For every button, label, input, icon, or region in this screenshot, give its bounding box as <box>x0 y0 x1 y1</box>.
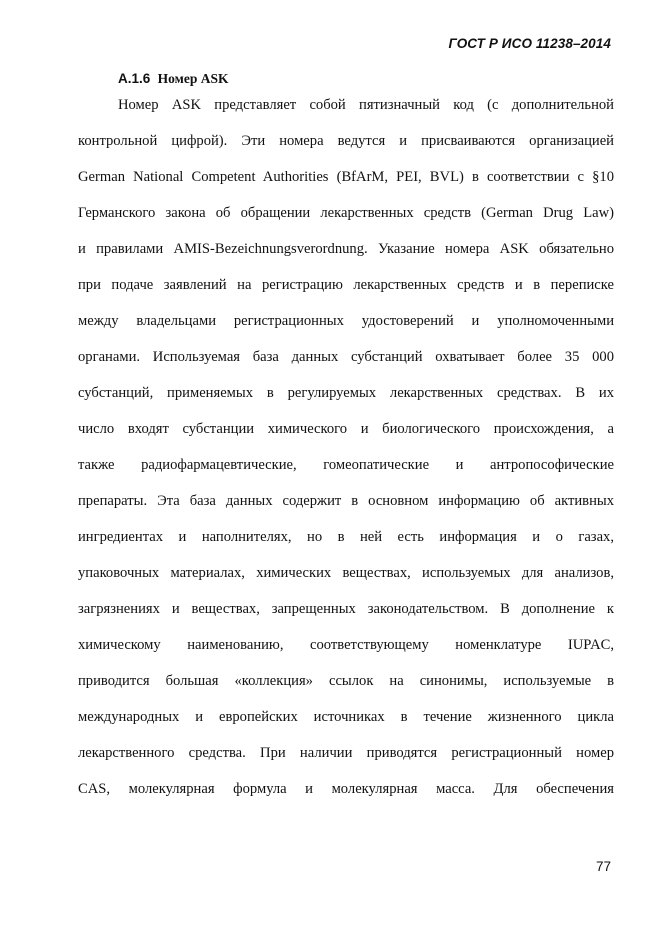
paragraph-line: и правилами AMIS-Bezeichnungsverordnung. Указание номера ASK обязательно <box>78 241 614 257</box>
paragraph-line: ингредиентах и наполнителях, но в ней есть информация и о газах, <box>78 529 614 545</box>
paragraph-line: субстанций, применяемых в регулируемых лекарственных средствах. В их <box>78 385 614 401</box>
paragraph-line: лекарственного средства. При наличии приводятся регистрационный номер <box>78 745 614 761</box>
paragraph-line: загрязнениях и веществах, запрещенных законодательством. В дополнение к <box>78 601 614 617</box>
paragraph-line: химическому наименованию, соответствующему номенклатуре IUPAC, <box>78 637 614 653</box>
paragraph-line: препараты. Эта база данных содержит в основном информацию об активных <box>78 493 614 509</box>
paragraph-line: Номер ASK представляет собой пятизначный код (с дополнительной <box>118 97 614 113</box>
paragraph-line: приводится большая «коллекция» ссылок на синонимы, используемые в <box>78 673 614 689</box>
paragraph-line: число входят субстанции химического и биологического происхождения, а <box>78 421 614 437</box>
paragraph-line: между владельцами регистрационных удостоверений и уполномоченными <box>78 313 614 329</box>
page-number: 77 <box>595 859 611 874</box>
body-paragraph <box>78 87 614 807</box>
paragraph-line: CAS, молекулярная формула и молекулярная масса. Для обеспечения <box>78 781 614 797</box>
paragraph-line: Германского закона об обращении лекарственных средств (German Drug Law) <box>78 205 614 221</box>
paragraph-line: органами. Используемая база данных субстанций охватывает более 35 000 <box>78 349 614 365</box>
paragraph-line: German National Competent Authorities (BfArM, PEI, BVL) в соответствии с §10 <box>78 169 614 185</box>
paragraph-line: упаковочных материалах, химических веществах, используемых для анализов, <box>78 565 614 581</box>
paragraph-line: также радиофармацевтические, гомеопатические и антропософические <box>78 457 614 473</box>
paragraph-line: при подаче заявлений на регистрацию лекарственных средств и в переписке <box>78 277 614 293</box>
section-title: Номер ASK <box>157 71 229 86</box>
paragraph-line: международных и европейских источниках в течение жизненного цикла <box>78 709 614 725</box>
section-number: A.1.6 <box>118 71 151 86</box>
document-header: ГОСТ Р ИСО 11238–2014 <box>448 36 611 51</box>
paragraph-line: контрольной цифрой). Эти номера ведутся и присваиваются организацией <box>78 133 614 149</box>
section-heading <box>118 71 228 87</box>
